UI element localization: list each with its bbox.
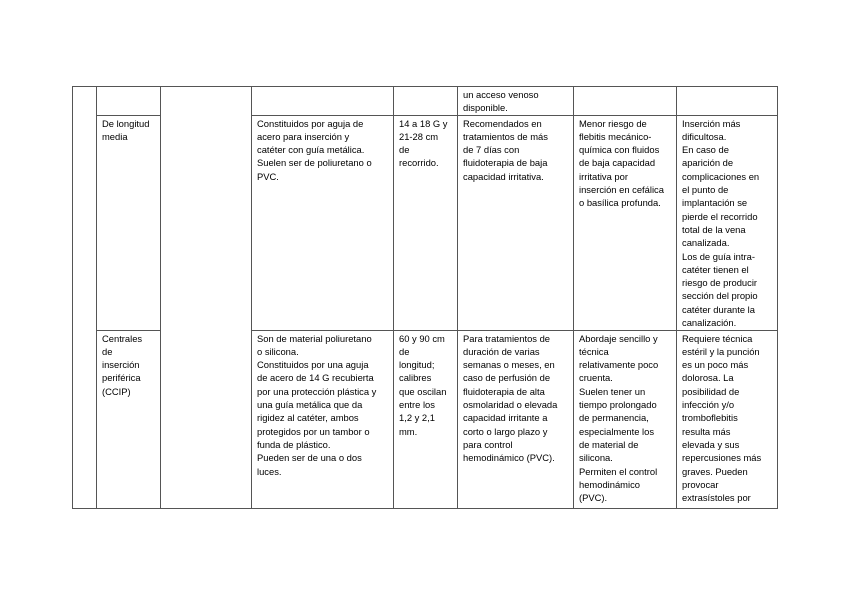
catheter-comparison-table <box>72 86 778 509</box>
features-cell: Son de material poliuretano o silicona. Constituidos por una aguja de acero de 14 G recubierta por una protección plástica y una guía metálica que da rigidez al catéter, ambos protegidos por un tambor o funda de plástico. Pueden ser de una o dos luces. <box>252 330 394 508</box>
type-cell: De longitud media <box>97 115 161 330</box>
size-cell: 60 y 90 cm de longitud; calibres que oscilan entre los 1,2 y 2,1 mm. <box>394 330 458 508</box>
indications-cell: Recomendados en tratamientos de más de 7 días con fluidoterapia de baja capacidad irritativa. <box>458 115 574 330</box>
features-cell <box>252 87 394 116</box>
type-cell: Centrales de inserción periférica (CCIP) <box>97 330 161 508</box>
advantages-cell: Abordaje sencillo y técnica relativamente poco cruenta. Suelen tener un tiempo prolongado de permanencia, especialmente los de material de silicona. Permiten el control hemodinámico (PVC). <box>574 330 677 508</box>
table-row <box>73 87 778 116</box>
advantages-cell <box>574 87 677 116</box>
indications-cell: un acceso venoso disponible. <box>458 87 574 116</box>
size-cell <box>394 87 458 116</box>
disadvantages-cell <box>677 87 778 116</box>
disadvantages-cell: Inserción más dificultosa. En caso de aparición de complicaciones en el punto de implantación se pierde el recorrido total de la vena canalizada. Los de guía intra- catéter tienen el riesgo de producir sección del propio catéter durante la canalización. <box>677 115 778 330</box>
features-cell: Constituidos por aguja de acero para inserción y catéter con guía metálica. Suelen ser de poliuretano o PVC. <box>252 115 394 330</box>
type-cell <box>97 87 161 116</box>
empty-group-cell <box>161 87 252 509</box>
advantages-cell: Menor riesgo de flebitis mecánico- química con fluidos de baja capacidad irritativa por inserción en cefálica o basílica profunda. <box>574 115 677 330</box>
margin-cell <box>73 87 97 509</box>
indications-cell: Para tratamientos de duración de varias semanas o meses, en caso de perfusión de fluidoterapia de alta osmolaridad o elevada capacidad irritante a corto o largo plazo y para control hemodinámico (PVC). <box>458 330 574 508</box>
size-cell: 14 a 18 G y 21-28 cm de recorrido. <box>394 115 458 330</box>
disadvantages-cell: Requiere técnica estéril y la punción es un poco más dolorosa. La posibilidad de infección y/o tromboflebitis resulta más elevada y sus repercusiones más graves. Pueden provocar extrasístoles por <box>677 330 778 508</box>
